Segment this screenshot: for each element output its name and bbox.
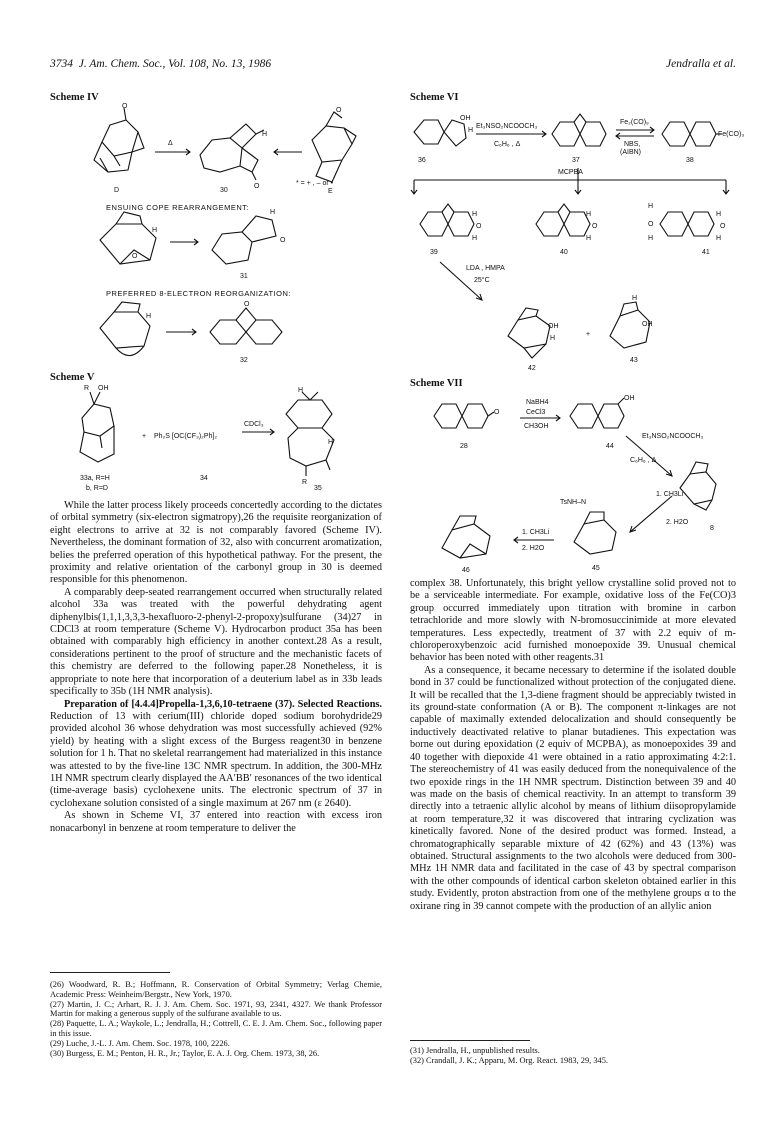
label-tsnhn: TsNH–N (560, 499, 587, 506)
left-column (50, 500, 382, 835)
label-28: 28 (460, 443, 468, 450)
scheme-v-title: Scheme V (50, 372, 95, 383)
structure-8e-start (100, 302, 151, 356)
label-ch3oh: CH3OH (524, 423, 549, 430)
label-30: 30 (220, 187, 228, 194)
label-R: R (84, 385, 90, 392)
header-authors: Jendralla et al. (666, 58, 736, 70)
svg-text:H: H (632, 295, 638, 302)
structure-30 (200, 124, 267, 190)
label-37: 37 (572, 157, 580, 164)
svg-text:O: O (280, 237, 286, 244)
scheme-vi-title: Scheme VI (410, 92, 459, 103)
label-nbs: NBS, (624, 141, 641, 148)
label-44: 44 (606, 443, 614, 450)
footnote-27: (27) Martin, J. C.; Arhart, R. J. J. Am. Chem. Soc. 1971, 93, 2341, 4327. We thank Professor Martin for making a generous supply of the sulfurane available to us. (50, 999, 382, 1019)
label-plus-6: + (586, 331, 591, 338)
label-temp: 25°C (474, 277, 490, 284)
svg-text:H: H (262, 131, 268, 138)
structure-35 (286, 392, 334, 476)
label-32: 32 (240, 357, 248, 364)
label-aibn: (AIBN) (620, 149, 641, 156)
structure-8 (680, 462, 716, 510)
scheme-vii-title: Scheme VII (410, 378, 463, 389)
right-column (410, 578, 736, 913)
structure-33 (80, 392, 114, 462)
svg-text:H: H (270, 209, 276, 216)
structure-38 (662, 122, 722, 146)
label-mcpba: MCPBA (558, 169, 583, 176)
svg-text:O: O (476, 223, 482, 230)
left-paragraph-1: While the latter process likely proceeds concertedly according to the dictates of orbital symmetry (six-electron sigmatropy),26 the requisite reorganization of eight electrons to arrive at 32 is not comparably favored (Scheme IV). Nevertheless, the dominant formation of 32, also with concurrent aromatization, belies the preferred operation of this hypothetical pathway. For the present, the proximity and relative orientation of the carbonyl group in 30 is deemed responsible for this phenomenon. (50, 500, 382, 586)
label-R-35: R (302, 479, 308, 486)
label-38: 38 (686, 157, 694, 164)
structure-45 (574, 512, 616, 554)
svg-text:H: H (716, 235, 722, 242)
label-benzene-7: C₆H₆ , Δ (630, 457, 657, 464)
scheme-iv-figure (80, 100, 380, 373)
svg-text:H: H (472, 235, 478, 242)
label-nabh4: NaBH4 (526, 399, 549, 406)
label-burgess: Et₃NSO₂NCOOCH₃ (476, 123, 538, 130)
structure-E (312, 107, 356, 182)
label-42: 42 (528, 365, 536, 372)
right-paragraph-1: complex 38. Unfortunately, this bright yellow crystalline solid proved not to be a serviceable intermediate. For example, oxidative loss of the Fe(CO)3 group occurred immediately upon titration with bromine in carbon tetrachloride and more slowly with N-bromosuccinimide at more elevated temperatures. Less expectedly, treatment of 37 with 2.2 equiv of m-chloroperoxybenzoic acid furnished monoepoxide 39. Unusual chemical behavior has been noted with other reagents.31 (410, 578, 736, 664)
label-solvent: CDCl₃ (244, 421, 264, 428)
label-delta: Δ (168, 140, 173, 147)
label-step1: 1. CH3Li (656, 491, 684, 498)
label-step2: 2. H2O (666, 519, 689, 526)
footnote-30: (30) Burgess, E. M.; Penton, H. R., Jr.; Taylor, E. A. J. Org. Chem. 1973, 38, 26. (50, 1049, 320, 1059)
label-lda: LDA , HMPA (466, 265, 505, 272)
label-OH: OH (98, 385, 109, 392)
svg-text:O: O (336, 107, 342, 114)
structure-32 (210, 301, 282, 344)
svg-text:O: O (720, 223, 726, 230)
running-header (50, 58, 736, 74)
structure-28 (434, 404, 500, 428)
svg-text:H: H (716, 211, 722, 218)
structure-46 (442, 516, 490, 558)
footnotes-left (50, 980, 382, 1059)
left-paragraph-3-text: Reduction of 13 with cerium(III) chloride doped sodium borohydride29 provided alcohol 36 whose dehydration was most successfully achieved (92% yield) by heating with a slight excess of the Burgess reagent30 in benzene solution for 1 h. That no skeletal rearrangement had materialized in this instance was attested to by the five-line 13C NMR spectrum. In addition, the 300-MHz 1H NMR spectrum clearly displayed the AA′BB′ resonances of the two identical (time-average basis) cyclohexene units. The electronic spectrum of 37 in cyclohexane solution consisted of a single maximum at 267 nm (ε 2640). (50, 710, 382, 809)
svg-text:H: H (468, 127, 474, 134)
label-cecl3: CeCl3 (526, 409, 546, 416)
svg-text:OH: OH (624, 395, 635, 402)
svg-text:H: H (146, 313, 152, 320)
scheme-vi-figure (410, 104, 745, 377)
footnote-rule-right (410, 1040, 530, 1041)
header-journal (50, 58, 271, 70)
svg-text:H: H (550, 335, 556, 342)
section-cope: ENSUING COPE REARRANGEMENT: (106, 203, 250, 212)
svg-text:O: O (592, 223, 598, 230)
structure-36 (414, 115, 473, 146)
label-36: 36 (418, 157, 426, 164)
journal-citation: J. Am. Chem. Soc., Vol. 108, No. 13, 1986 (78, 58, 272, 70)
label-H-top: H (298, 387, 304, 394)
structure-40 (536, 204, 598, 242)
label-D: D (114, 187, 120, 194)
scheme-iv-title: Scheme IV (50, 92, 99, 103)
page-number: 3734 (50, 58, 73, 70)
structure-39 (420, 204, 482, 242)
scheme-v-figure (76, 382, 376, 497)
label-step2-b: 2. H2O (522, 545, 545, 552)
svg-text:O: O (132, 253, 138, 260)
svg-text:H: H (648, 203, 654, 210)
label-benzene: C₆H₆ , Δ (494, 141, 521, 148)
scheme-vii-figure (410, 392, 740, 577)
right-paragraph-2: As a consequence, it became necessary to determine if the isolated double bond in 37 could be functionalized without protection of the conjugated diene. It will be recalled that the 1,3-diene fragment should be appreciably twisted in its ground-state conformation (A or B). The component π-linkages are not capable of maximally extended delocalization and should consequently be inductively deactivated relative to planar butadienes. This expectation was borne out during epoxidation (2 equiv of MCPBA), as monoepoxides 39 and 40 together with diepoxide 41 were obtained in a ratio approximating 4:2:1. The stereochemistry of 41 was easily deduced from the nonequivalence of the two epoxide rings in the 1H NMR spectrum. Distinction between 39 and 40 was made on the basis of chemical reactivity. In an attempt to transform 39 directly into a tetraenic allylic alcohol by means of lithium diisopropylamide at room temperature,32 it was discovered that intraring cyclization was kinetically favored. None of the desired product was formed. Instead, a chromatographically separable mixture of 42 (62%) and 43 (13%) was obtained. Structural assignments to the two alcohols were deduced from 300-MHz 1H NMR data and facilitated in the case of 43 by spectral comparison with the other compounds of identical carbon skeleton obtained earlier in this study. Evidently, proton abstraction from one of the methylene groups α to the oxirane ring in 39 cannot compete with the production of an allylic anion (410, 664, 736, 912)
svg-text:OH: OH (642, 321, 653, 328)
svg-text:O: O (244, 301, 250, 308)
label-31: 31 (240, 273, 248, 280)
label-reagent-34: Ph₂S [OC(CF₃)₂Ph]₂ (154, 433, 218, 440)
left-paragraph-3 (50, 699, 382, 811)
structure-42 (508, 308, 559, 358)
footnotes-right (410, 1046, 736, 1066)
label-40: 40 (560, 249, 568, 256)
label-feco3: Fe(CO)₃ (718, 131, 745, 138)
structure-44 (570, 395, 635, 428)
footnote-28: (28) Paquette, L. A.; Waykole, L.; Jendralla, H.; Cottrell, C. E. J. Am. Chem. Soc., following paper in this issue. (50, 1019, 382, 1038)
structure-41 (648, 203, 726, 242)
svg-text:O: O (122, 103, 128, 110)
svg-text:H: H (586, 211, 592, 218)
label-35: 35 (314, 485, 322, 492)
label-fe2co9: Fe₂(CO)₉ (620, 119, 649, 126)
structure-43 (610, 295, 653, 348)
structure-31 (212, 209, 286, 264)
svg-text:O: O (494, 409, 500, 416)
footnote-26: (26) Woodward, R. B.; Hoffmann, R. Conservation of Orbital Symmetry; Verlag Chemie, Academic Press: Weinheim/Bergstr., New York, 1970. (50, 980, 382, 999)
label-8: 8 (710, 525, 714, 532)
footnote-31: (31) Jendralla, H., unpublished results. (410, 1046, 540, 1055)
svg-text:OH: OH (548, 323, 559, 330)
footnote-29: (29) Luche, J.-L. J. Am. Chem. Soc. 1978, 100, 2226. (50, 1039, 230, 1049)
label-charge-note: * = + , – or • (296, 180, 334, 187)
label-33b: b, R=D (86, 485, 108, 492)
structure-D (94, 103, 144, 172)
label-45: 45 (592, 565, 600, 572)
svg-text:OH: OH (460, 115, 471, 122)
label-46: 46 (462, 567, 470, 574)
structure-cope-start (100, 212, 157, 264)
svg-text:H: H (586, 235, 592, 242)
left-paragraph-2: A comparably deep-seated rearrangement occurred when structurally related alcohol 33a was treated with the powerful dehydrating agent diphenylbis(1,1,1,3,3,3-hexafluoro-2-phenyl-2-propoxy)sulfurane (34)27 in CDCl3 at room temperature (Scheme V). Hydrocarbon product 35a has been obtained with comparably high efficiency in another context.28 As a result, considerations pertinent to the proof of structure and the mechanistic facets of this chemistry are deferred to the following paper.28 Nonetheless, it is appropriate to note here that incorporation of a deuterium label as in 33b leads specifically to 35b (1H NMR analysis). (50, 586, 382, 698)
svg-text:O: O (648, 221, 654, 228)
svg-text:H: H (648, 235, 654, 242)
label-39: 39 (430, 249, 438, 256)
svg-text:O: O (254, 183, 260, 190)
section-8-electron: PREFERRED 8-ELECTRON REORGANIZATION: (106, 289, 291, 298)
structure-37 (552, 114, 606, 146)
label-43: 43 (630, 357, 638, 364)
label-41: 41 (702, 249, 710, 256)
label-plus: + (142, 433, 147, 440)
label-E: E (328, 188, 333, 195)
left-paragraph-4: As shown in Scheme VI, 37 entered into reaction with excess iron nonacarbonyl in benzene at room temperature to deliver the (50, 810, 382, 834)
svg-text:H: H (152, 227, 158, 234)
footnote-32: (32) Crandall, J. K.; Apparu, M. Org. React. 1983, 29, 345. (410, 1056, 609, 1066)
label-33a: 33a, R=H (80, 475, 110, 482)
label-step1-b: 1. CH3Li (522, 529, 550, 536)
label-burgess-7: Et₃NSO₂NCOOCH₃ (642, 433, 704, 440)
footnote-rule-left (50, 972, 170, 973)
label-H-side: H (328, 439, 334, 446)
section-heading-propellatetraene: Preparation of [4.4.4]Propella-1,3,6,10-tetraene (37). Selected Reactions. (64, 698, 382, 710)
label-34: 34 (200, 475, 208, 482)
svg-text:H: H (472, 211, 478, 218)
